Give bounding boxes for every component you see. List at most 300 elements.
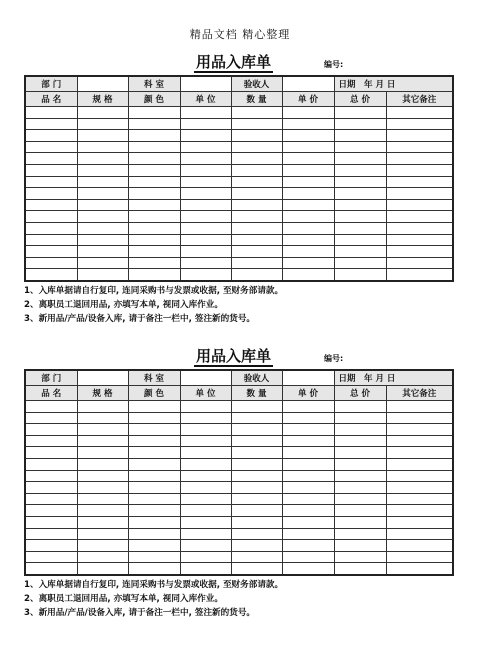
table-cell[interactable] <box>77 458 128 470</box>
table-cell[interactable] <box>231 164 282 176</box>
table-cell[interactable] <box>386 199 453 211</box>
table-cell[interactable] <box>180 435 231 447</box>
table-cell[interactable] <box>334 188 386 200</box>
table-cell[interactable] <box>128 118 180 130</box>
table-cell[interactable] <box>334 130 386 142</box>
table-cell[interactable] <box>77 118 128 130</box>
table-cell[interactable] <box>386 540 453 552</box>
table-cell[interactable] <box>386 211 453 223</box>
table-cell[interactable] <box>180 211 231 223</box>
table-cell[interactable] <box>386 269 453 281</box>
dept-field[interactable] <box>77 370 128 386</box>
table-cell[interactable] <box>180 551 231 563</box>
table-cell[interactable] <box>231 188 282 200</box>
table-cell[interactable] <box>77 435 128 447</box>
table-cell[interactable] <box>180 505 231 517</box>
receiver-label: 验收人 <box>231 370 282 386</box>
table-cell[interactable] <box>334 118 386 130</box>
table-row <box>25 401 453 413</box>
col-header: 总 价 <box>334 92 386 107</box>
table-cell[interactable] <box>231 458 282 470</box>
table-cell[interactable] <box>77 246 128 258</box>
table-cell[interactable] <box>128 563 180 575</box>
table-cell[interactable] <box>231 540 282 552</box>
table-cell[interactable] <box>25 211 77 223</box>
table-cell[interactable] <box>282 470 334 482</box>
table-cell[interactable] <box>386 188 453 200</box>
table-cell[interactable] <box>334 447 386 459</box>
table-cell[interactable] <box>128 412 180 424</box>
table-cell[interactable] <box>128 528 180 540</box>
table-cell[interactable] <box>180 401 231 413</box>
table-cell[interactable] <box>334 269 386 281</box>
table-cell[interactable] <box>128 435 180 447</box>
table-cell[interactable] <box>77 141 128 153</box>
dept-label: 部 门 <box>25 76 77 92</box>
table-cell[interactable] <box>25 401 77 413</box>
table-cell[interactable] <box>180 269 231 281</box>
table-cell[interactable] <box>128 493 180 505</box>
table-cell[interactable] <box>25 118 77 130</box>
table-cell[interactable] <box>334 505 386 517</box>
table-cell[interactable] <box>282 118 334 130</box>
col-header: 其它备注 <box>386 92 453 107</box>
table-cell[interactable] <box>180 199 231 211</box>
table-cell[interactable] <box>25 153 77 165</box>
table-cell[interactable] <box>231 246 282 258</box>
table-cell[interactable] <box>180 164 231 176</box>
table-cell[interactable] <box>128 222 180 234</box>
table-cell[interactable] <box>128 211 180 223</box>
table-row <box>25 458 453 470</box>
table-cell[interactable] <box>231 257 282 269</box>
table-cell[interactable] <box>77 269 128 281</box>
table-cell[interactable] <box>231 269 282 281</box>
table-cell[interactable] <box>386 528 453 540</box>
col-header: 品 名 <box>25 92 77 107</box>
table-row <box>25 257 453 269</box>
table-cell[interactable] <box>231 153 282 165</box>
note-1: 1、入库单据请自行复印, 连同采购书与发票或收据, 至财务部请款。 <box>24 579 284 590</box>
table-cell[interactable] <box>386 551 453 563</box>
table-cell[interactable] <box>386 176 453 188</box>
table-cell[interactable] <box>128 269 180 281</box>
table-cell[interactable] <box>77 234 128 246</box>
table-cell[interactable] <box>77 130 128 142</box>
col-header: 单 位 <box>180 386 231 401</box>
table-cell[interactable] <box>180 176 231 188</box>
table-cell[interactable] <box>128 153 180 165</box>
table-cell[interactable] <box>231 401 282 413</box>
table-cell[interactable] <box>334 493 386 505</box>
table-cell[interactable] <box>334 153 386 165</box>
table-cell[interactable] <box>180 257 231 269</box>
table-cell[interactable] <box>77 412 128 424</box>
table-row <box>25 424 453 436</box>
col-header: 品 名 <box>25 386 77 401</box>
table-cell[interactable] <box>77 540 128 552</box>
table-cell[interactable] <box>386 424 453 436</box>
table-cell[interactable] <box>386 563 453 575</box>
notes <box>24 284 452 326</box>
table-cell[interactable] <box>77 563 128 575</box>
table-cell[interactable] <box>25 176 77 188</box>
table-cell[interactable] <box>180 188 231 200</box>
table-cell[interactable] <box>77 528 128 540</box>
table-cell[interactable] <box>231 176 282 188</box>
table-row <box>25 563 453 575</box>
table-cell[interactable] <box>282 199 334 211</box>
date-label: 日期 年 月 日 <box>334 76 453 92</box>
table-cell[interactable] <box>77 551 128 563</box>
table-cell[interactable] <box>231 505 282 517</box>
table-cell[interactable] <box>128 505 180 517</box>
table-cell[interactable] <box>128 164 180 176</box>
table-cell[interactable] <box>386 447 453 459</box>
table-cell[interactable] <box>180 528 231 540</box>
table-cell[interactable] <box>386 505 453 517</box>
table-cell[interactable] <box>231 493 282 505</box>
table-cell[interactable] <box>25 447 77 459</box>
table-cell[interactable] <box>231 412 282 424</box>
table-cell[interactable] <box>282 164 334 176</box>
table-cell[interactable] <box>231 528 282 540</box>
table-cell[interactable] <box>180 141 231 153</box>
table-cell[interactable] <box>386 493 453 505</box>
table-row <box>25 551 453 563</box>
table-cell[interactable] <box>282 176 334 188</box>
table-cell[interactable] <box>25 130 77 142</box>
table-cell[interactable] <box>386 107 453 119</box>
table-row <box>25 246 453 258</box>
table-cell[interactable] <box>77 257 128 269</box>
table-cell[interactable] <box>334 234 386 246</box>
table-cell[interactable] <box>386 153 453 165</box>
table-cell[interactable] <box>25 505 77 517</box>
table-cell[interactable] <box>282 141 334 153</box>
table-cell[interactable] <box>25 458 77 470</box>
table-cell[interactable] <box>334 222 386 234</box>
table-cell[interactable] <box>77 401 128 413</box>
table-cell[interactable] <box>231 234 282 246</box>
column-header-row <box>25 386 453 401</box>
table-cell[interactable] <box>334 435 386 447</box>
table-cell[interactable] <box>282 401 334 413</box>
table-cell[interactable] <box>25 222 77 234</box>
table-cell[interactable] <box>282 257 334 269</box>
col-header: 规 格 <box>77 92 128 107</box>
table-cell[interactable] <box>128 130 180 142</box>
col-header: 颜 色 <box>128 92 180 107</box>
table-cell[interactable] <box>25 234 77 246</box>
table-cell[interactable] <box>180 246 231 258</box>
form-title-row <box>24 53 452 75</box>
table-cell[interactable] <box>25 188 77 200</box>
table-cell[interactable] <box>77 199 128 211</box>
table-cell[interactable] <box>180 516 231 528</box>
table-cell[interactable] <box>386 516 453 528</box>
table-cell[interactable] <box>334 412 386 424</box>
section-label: 科 室 <box>128 76 180 92</box>
col-header: 规 格 <box>77 386 128 401</box>
table-cell[interactable] <box>282 563 334 575</box>
table-cell[interactable] <box>77 153 128 165</box>
table-cell[interactable] <box>386 141 453 153</box>
table-row <box>25 188 453 200</box>
table-cell[interactable] <box>77 188 128 200</box>
table-cell[interactable] <box>231 551 282 563</box>
table-cell[interactable] <box>282 246 334 258</box>
table-cell[interactable] <box>180 540 231 552</box>
info-row <box>25 370 453 386</box>
table-cell[interactable] <box>180 130 231 142</box>
table-cell[interactable] <box>282 222 334 234</box>
table-cell[interactable] <box>77 470 128 482</box>
table-cell[interactable] <box>282 153 334 165</box>
table-cell[interactable] <box>282 188 334 200</box>
table-cell[interactable] <box>25 493 77 505</box>
table-row <box>25 269 453 281</box>
table-cell[interactable] <box>25 257 77 269</box>
table-row <box>25 176 453 188</box>
table-cell[interactable] <box>180 153 231 165</box>
table-cell[interactable] <box>334 563 386 575</box>
table-cell[interactable] <box>334 528 386 540</box>
table-cell[interactable] <box>231 222 282 234</box>
table-cell[interactable] <box>334 482 386 494</box>
table-cell[interactable] <box>334 211 386 223</box>
table-cell[interactable] <box>128 470 180 482</box>
table-cell[interactable] <box>386 164 453 176</box>
table-row <box>25 130 453 142</box>
table-cell[interactable] <box>282 458 334 470</box>
table-cell[interactable] <box>77 424 128 436</box>
table-cell[interactable] <box>128 234 180 246</box>
table-cell[interactable] <box>180 563 231 575</box>
table-cell[interactable] <box>282 540 334 552</box>
table-cell[interactable] <box>386 482 453 494</box>
table-cell[interactable] <box>180 107 231 119</box>
table-cell[interactable] <box>180 222 231 234</box>
table-cell[interactable] <box>77 176 128 188</box>
table-cell[interactable] <box>77 505 128 517</box>
table-cell[interactable] <box>25 424 77 436</box>
table-cell[interactable] <box>334 141 386 153</box>
table-cell[interactable] <box>25 269 77 281</box>
table-cell[interactable] <box>180 234 231 246</box>
table-cell[interactable] <box>128 482 180 494</box>
note-3: 3、新用品/产品/设备入库, 请于备注一栏中, 签注新的货号。 <box>24 313 256 324</box>
col-header: 其它备注 <box>386 386 453 401</box>
date-label: 日期 年 月 日 <box>334 370 453 386</box>
table-cell[interactable] <box>77 516 128 528</box>
table-cell[interactable] <box>25 516 77 528</box>
form-title: 用品入库单 <box>196 347 272 365</box>
table-cell[interactable] <box>25 540 77 552</box>
table-cell[interactable] <box>231 516 282 528</box>
table-cell[interactable] <box>282 447 334 459</box>
note-2: 2、离职员工退回用品, 亦填写本单, 视同入库作业。 <box>24 593 223 604</box>
dept-label: 部 门 <box>25 370 77 386</box>
table-cell[interactable] <box>77 164 128 176</box>
table-cell[interactable] <box>231 482 282 494</box>
table-cell[interactable] <box>386 401 453 413</box>
table-cell[interactable] <box>282 130 334 142</box>
receiver-field[interactable] <box>282 76 334 92</box>
table-cell[interactable] <box>334 470 386 482</box>
table-cell[interactable] <box>282 505 334 517</box>
table-cell[interactable] <box>282 516 334 528</box>
table-row <box>25 141 453 153</box>
table-cell[interactable] <box>25 482 77 494</box>
table-cell[interactable] <box>231 447 282 459</box>
table-cell[interactable] <box>128 424 180 436</box>
table-cell[interactable] <box>334 257 386 269</box>
table-cell[interactable] <box>128 257 180 269</box>
table-cell[interactable] <box>128 176 180 188</box>
info-row <box>25 76 453 92</box>
table-cell[interactable] <box>77 493 128 505</box>
table-row <box>25 118 453 130</box>
table-cell[interactable] <box>128 107 180 119</box>
table-cell[interactable] <box>386 458 453 470</box>
table-row <box>25 493 453 505</box>
table-cell[interactable] <box>334 199 386 211</box>
table-cell[interactable] <box>25 551 77 563</box>
table-row <box>25 505 453 517</box>
table-cell[interactable] <box>334 107 386 119</box>
table-cell[interactable] <box>128 401 180 413</box>
table-cell[interactable] <box>128 141 180 153</box>
table-cell[interactable] <box>334 246 386 258</box>
table-row <box>25 435 453 447</box>
table-cell[interactable] <box>180 470 231 482</box>
table-cell[interactable] <box>25 435 77 447</box>
table-cell[interactable] <box>231 435 282 447</box>
table-cell[interactable] <box>282 269 334 281</box>
table-cell[interactable] <box>77 447 128 459</box>
table-cell[interactable] <box>231 470 282 482</box>
table-cell[interactable] <box>231 107 282 119</box>
table-cell[interactable] <box>231 211 282 223</box>
section-label: 科 室 <box>128 370 180 386</box>
table-cell[interactable] <box>25 528 77 540</box>
table-cell[interactable] <box>282 424 334 436</box>
table-cell[interactable] <box>180 412 231 424</box>
table-cell[interactable] <box>334 164 386 176</box>
inbound-form-2 <box>24 347 452 620</box>
table-cell[interactable] <box>180 458 231 470</box>
table-cell[interactable] <box>77 211 128 223</box>
table-cell[interactable] <box>231 199 282 211</box>
table-cell[interactable] <box>282 528 334 540</box>
table-cell[interactable] <box>180 424 231 436</box>
dept-field[interactable] <box>77 76 128 92</box>
table-row <box>25 412 453 424</box>
table-cell[interactable] <box>128 188 180 200</box>
table-body <box>25 401 453 575</box>
table-cell[interactable] <box>386 246 453 258</box>
table-cell[interactable] <box>128 540 180 552</box>
table-cell[interactable] <box>334 401 386 413</box>
table-cell[interactable] <box>282 493 334 505</box>
table-cell[interactable] <box>231 424 282 436</box>
table-cell[interactable] <box>386 470 453 482</box>
receiver-label: 验收人 <box>231 76 282 92</box>
table-cell[interactable] <box>282 412 334 424</box>
table-row <box>25 516 453 528</box>
table-cell[interactable] <box>25 470 77 482</box>
table-cell[interactable] <box>386 130 453 142</box>
table-cell[interactable] <box>77 482 128 494</box>
table-cell[interactable] <box>128 447 180 459</box>
table-cell[interactable] <box>180 118 231 130</box>
table-cell[interactable] <box>282 551 334 563</box>
section-field[interactable] <box>180 76 231 92</box>
receiver-field[interactable] <box>282 370 334 386</box>
col-header: 数 量 <box>231 386 282 401</box>
table-cell[interactable] <box>334 458 386 470</box>
table-cell[interactable] <box>231 563 282 575</box>
table-cell[interactable] <box>25 199 77 211</box>
table-cell[interactable] <box>282 107 334 119</box>
table-cell[interactable] <box>231 118 282 130</box>
table-cell[interactable] <box>334 540 386 552</box>
table-cell[interactable] <box>334 551 386 563</box>
table-cell[interactable] <box>25 141 77 153</box>
inbound-table <box>24 369 454 576</box>
table-cell[interactable] <box>128 516 180 528</box>
section-field[interactable] <box>180 370 231 386</box>
table-cell[interactable] <box>386 234 453 246</box>
col-header: 颜 色 <box>128 386 180 401</box>
serial-label: 编号: <box>324 60 344 69</box>
table-cell[interactable] <box>180 482 231 494</box>
table-cell[interactable] <box>282 482 334 494</box>
table-cell[interactable] <box>386 257 453 269</box>
table-cell[interactable] <box>334 516 386 528</box>
table-cell[interactable] <box>25 107 77 119</box>
table-cell[interactable] <box>386 412 453 424</box>
table-cell[interactable] <box>128 551 180 563</box>
table-cell[interactable] <box>128 199 180 211</box>
table-row <box>25 528 453 540</box>
table-cell[interactable] <box>231 130 282 142</box>
table-cell[interactable] <box>77 107 128 119</box>
table-cell[interactable] <box>334 176 386 188</box>
table-cell[interactable] <box>180 493 231 505</box>
col-header: 数 量 <box>231 92 282 107</box>
table-cell[interactable] <box>334 424 386 436</box>
table-cell[interactable] <box>282 435 334 447</box>
table-cell[interactable] <box>231 141 282 153</box>
table-row <box>25 234 453 246</box>
table-cell[interactable] <box>282 234 334 246</box>
table-cell[interactable] <box>386 118 453 130</box>
table-cell[interactable] <box>282 211 334 223</box>
table-cell[interactable] <box>77 222 128 234</box>
note-1: 1、入库单据请自行复印, 连同采购书与发票或收据, 至财务部请款。 <box>24 285 284 296</box>
table-cell[interactable] <box>25 164 77 176</box>
table-cell[interactable] <box>25 246 77 258</box>
table-cell[interactable] <box>386 222 453 234</box>
table-cell[interactable] <box>386 435 453 447</box>
table-cell[interactable] <box>128 458 180 470</box>
table-cell[interactable] <box>180 447 231 459</box>
table-cell[interactable] <box>25 412 77 424</box>
table-cell[interactable] <box>128 246 180 258</box>
table-cell[interactable] <box>25 563 77 575</box>
